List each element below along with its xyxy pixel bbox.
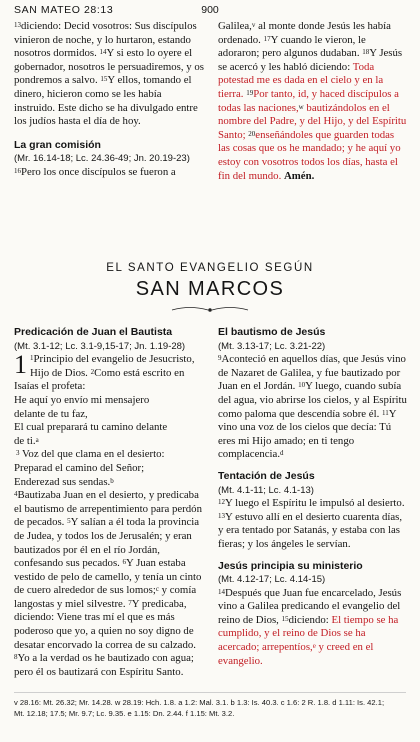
verse-block: 1 $^1$Principio del evangelio de Jesucristo, Hijo de Dios. $^2$Como está escrito en Isaías el profeta: bbox=[14, 350, 195, 393]
verse-block: $^{16}$Pero los once discípulos se fueron a bbox=[14, 165, 176, 178]
words-of-jesus: Toda potestad me es dada en el cielo y en la tierra. bbox=[218, 60, 384, 100]
amen: Amén. bbox=[283, 169, 315, 182]
verse-5: Y salían a él toda la provincia de Judea, y todos los de Jerusalén; y eran bautizados por él en el río Jordán, confesando sus pecados. bbox=[14, 516, 200, 570]
verse-15: Y ellos, tomando el dinero, hicieron como se les había instruido. Este dicho se ha divulgado entre los judíos hasta el día de hoy. bbox=[14, 74, 198, 128]
quote-line: El cual preparará tu camino delante bbox=[14, 421, 168, 434]
verse-6: Y Juan estaba vestido de pelo de camello, y tenía un cinto de cuero alrededor de sus lomos; bbox=[14, 557, 202, 597]
verse-12: Y luego el Espíritu le impulsó al desierto. bbox=[225, 497, 405, 510]
page-number: 900 bbox=[201, 4, 219, 16]
verse-2: Como está escrito en Isaías el profeta: bbox=[14, 366, 185, 393]
verse-block: $^9$Aconteció en aquellos días, que Jesús vino de Nazaret de Galilea, y fue bautizado por Juan en el Jordán. $^{10}$Y luego, cuando subía del agua, vio abrirse los cielos, y al Espíritu como paloma que descendía sobre él. $^{11}$Y vino una voz de los cielos que decía: Tú eres mi Hijo amado; en ti tengo complacencia.$^d$ bbox=[218, 353, 407, 461]
verse-block: $^{12}$Y luego el Espíritu le impulsó al desierto. $^{13}$Y estuvo allí en el desierto cuarenta días, y era tentado por Satanás, y estaba con las fieras; y los ángeles le servían. bbox=[218, 497, 405, 550]
words-of-jesus: enseñándoles que guarden todas las cosas que os he mandado; y he aquí yo estoy con vosotros todos los días, hasta el fin del mundo. bbox=[218, 128, 401, 182]
quote-line: $^3$ Voz del que clama en el desierto: bbox=[16, 448, 165, 461]
marcos-left-column bbox=[14, 326, 204, 679]
verse-13: diciendo: Decid vosotros: Sus discípulos vinieron de noche, y lo hurtaron, estando nosotros dormidos. bbox=[14, 20, 197, 60]
footnotes bbox=[14, 697, 410, 719]
cross-reference: (Mt. 4.12-17; Lc. 4.14-15) bbox=[218, 574, 326, 586]
quote-line: de ti.$^a$ bbox=[14, 434, 39, 447]
ornament-divider bbox=[170, 305, 250, 315]
verse-block: $^{13}$diciendo: Decid vosotros: Sus discípulos vinieron de noche, y lo hurtaron, estando nosotros dormidos. $^{14}$Y si esto lo oyere el gobernador, nosotros le persuadiremos, y os pondremos a salvo. $^{15}$Y ellos, tomando el dinero, hicieron como se les había instruido. Este dicho se ha divulgado entre los judíos hasta el día de hoy. bbox=[14, 20, 204, 128]
book-title-prefix: EL SANTO EVANGELIO SEGÚN bbox=[106, 262, 314, 274]
footnote-marker: w bbox=[298, 102, 304, 111]
verse-block: $^{14}$Después que Juan fue encarcelado, Jesús vino a Galilea predicando el evangelio del reino de Dios, $^{15}$diciendo: El tiempo se ha cumplido, y el reino de Dios se ha acercado; arrepentíos,$^e$ y creed en el evangelio. bbox=[218, 586, 402, 667]
verse-16: Pero los once discípulos se fueron a bbox=[21, 165, 176, 178]
quote-line: He aquí yo envío mi mensajero bbox=[14, 393, 150, 406]
verse-block: Galilea,$^v$ al monte donde Jesús les había ordenado. $^{17}$Y cuando le vieron, le adoraron; pero algunos dudaban. $^{18}$Y Jesús se acercó y les habló diciendo: Toda potestad me es dada en el cielo y en la tierra. $^{19}$Por tanto, id, y haced discípulos a todas las naciones,$^w$ bautizándolos en el nombre del Padre, y del Hijo, y del Espíritu Santo; $^{20}$enseñándoles que guarden todas las cosas que os he mandado; y he aquí yo estoy con vosotros todos los días, hasta el fin del mundo. Amén. bbox=[218, 20, 407, 182]
verse-17: Y cuando le vieron, le adoraron; pero algunos dudaban. bbox=[218, 33, 366, 60]
verse-10: Y luego, cuando subía del agua, vio abrirse los cielos, y al Espíritu como paloma que descendía sobre él. bbox=[218, 380, 407, 420]
footnote-marker: v bbox=[251, 21, 256, 29]
footnote-divider bbox=[14, 692, 406, 693]
quote-line: Preparad el camino del Señor; bbox=[14, 461, 145, 474]
quote-line: delante de tu faz, bbox=[14, 407, 88, 420]
cross-reference: (Mt. 3.13-17; Lc. 3.21-22) bbox=[218, 340, 326, 352]
verse-block: $^4$Bautizaba Juan en el desierto, y predicaba el bautismo de arrepentimiento para perdón de pecados. $^5$Y salían a él toda la provincia de Judea, y todos los de Jerusalén; y eran bautizados por él en el río Jordán, confesando sus pecados. $^6$Y Juan estaba vestido de pelo de camello, y tenía un cinto de cuero alrededor de sus lomos;$^c$ y comía langostas y miel silvestre. $^7$Y predicaba, diciendo: Viene tras mí el que es más poderoso que yo, a quien no soy digno de desatar encorvado la correa de su calzado. $^8$Yo a la verdad os he bautizado con agua; pero él os bautizará con Espíritu Santo. bbox=[14, 489, 202, 678]
book-title: SAN MARCOS bbox=[135, 278, 285, 300]
verse-1: Principio del evangelio de Jesucristo, Hijo de Dios. bbox=[30, 353, 195, 379]
verse-9: Aconteció en aquellos días, que Jesús vino de Nazaret de Galilea, y fue bautizado por Juan en el Jordán. bbox=[218, 353, 406, 393]
verse-14: Y si esto lo oyere el gobernador, nosotros le persuadiremos, y os pondremos a salvo. bbox=[14, 47, 204, 87]
section-heading: La gran comisión bbox=[14, 138, 101, 151]
cross-reference: (Mt. 3.1-12; Lc. 3.1-9,15-17; Jn. 1.19-28) bbox=[14, 340, 186, 352]
upper-left-column bbox=[14, 20, 204, 180]
verse-7: Y predicaba, diciendo: Viene tras mí el que es más poderoso que yo, a quien no soy digno de desatar encorvado la correa de su calzado. bbox=[14, 597, 196, 651]
upper-right-column bbox=[218, 20, 408, 183]
section-heading: Predicación de Juan el Bautista bbox=[14, 326, 173, 338]
footnote-line: v 28.16: Mt. 26.32; Mr. 14.28. w 28.19: Hch. 1.8. a 1.2: Mal. 3.1. b 1.3: Is. 40.3. c 1.6: 2 R. 1.8. d 1.11: Is. 42.1; bbox=[14, 698, 385, 707]
cross-reference: (Mt. 4.1-11; Lc. 4.1-13) bbox=[218, 484, 314, 496]
chapter-number: 1 bbox=[14, 350, 27, 380]
verse-4: Bautizaba Juan en el desierto, y predicaba el bautismo de arrepentimiento para perdón de pecados. bbox=[14, 489, 202, 529]
verse-11: Y vino una voz de los cielos que decía: Tú eres mi Hijo amado; en ti tengo complacencia. bbox=[218, 407, 397, 461]
running-header bbox=[14, 4, 406, 18]
section-heading: Tentación de Jesús bbox=[218, 469, 315, 482]
section-heading: Jesús principia su ministerio bbox=[218, 559, 363, 572]
running-header-ref: SAN MATEO 28:13 bbox=[14, 4, 114, 16]
quote-line: Enderezad sus sendas.$^b$ bbox=[14, 475, 114, 488]
verse-8: Yo a la verdad os he bautizado con agua; pero él os bautizará con Espíritu Santo. bbox=[14, 652, 194, 678]
verse-14: Después que Juan fue encarcelado, Jesús vino a Galilea predicando el evangelio del reino de Dios, bbox=[218, 586, 402, 626]
words-of-jesus: Por tanto, id, y haced discípulos a todas las naciones, bbox=[218, 87, 399, 114]
marcos-right-column bbox=[218, 326, 408, 668]
footnote-line: Mt. 12.18; 17.5; Mr. 9.7; Lc. 9.35. e 1.15: Dn. 2.44. f 1.15: Mt. 3.2. bbox=[14, 709, 235, 718]
verse-13: Y estuvo allí en el desierto cuarenta días, y era tentado por Satanás, y estaba con las fieras; y los ángeles le servían. bbox=[218, 510, 403, 550]
section-heading: El bautismo de Jesús bbox=[218, 326, 326, 338]
words-of-jesus: El tiempo se ha cumplido, y el reino de Dios se ha acercado; arrepentíos, bbox=[218, 613, 399, 654]
verse-18: Y Jesús se acercó y les habló diciendo: bbox=[218, 47, 403, 73]
cross-reference: (Mr. 16.14-18; Lc. 24.36-49; Jn. 20.19-23) bbox=[14, 153, 190, 165]
verse-15: diciendo: bbox=[288, 613, 329, 626]
